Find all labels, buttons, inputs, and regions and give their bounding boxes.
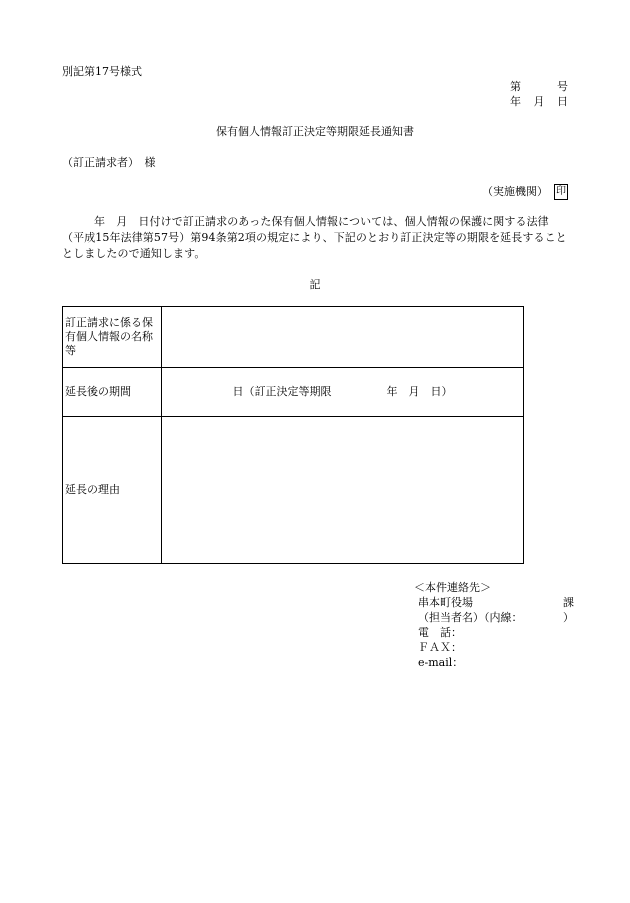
table-row	[63, 368, 524, 417]
row-label-period: 延長後の期間	[63, 368, 162, 417]
contact-office	[414, 595, 574, 610]
table-row	[63, 417, 524, 564]
date-year: 年	[510, 95, 521, 108]
ki-heading: 記	[309, 278, 321, 291]
body-paragraph: 年 月 日付けで訂正請求のあった保有個人情報については、個人情報の保護に関する法律（平成15年法律第57号）第94条第2項の規定により、下記のとおり訂正決定等の期限を延長することとしましたので通知します。	[62, 215, 567, 260]
row-value-info-name	[162, 307, 524, 368]
contact-person-close: ）	[563, 611, 574, 624]
document-date	[510, 95, 568, 109]
number-label-prefix: 第	[510, 80, 521, 93]
contact-person	[414, 610, 574, 625]
row-value-period: 日（訂正決定等期限 年 月 日）	[162, 368, 524, 417]
contact-person-label: （担当者名）（内線：	[418, 611, 523, 624]
contact-block	[414, 580, 574, 670]
contact-email	[414, 655, 574, 670]
contact-phone-label: 電 話：	[418, 626, 462, 639]
row-value-reason	[162, 417, 524, 564]
contact-email-label: e-mail：	[418, 656, 464, 669]
contact-heading-text: ＜本件連絡先＞	[414, 581, 491, 594]
form-id: 別記第17号様式	[62, 65, 142, 78]
date-day: 日	[557, 95, 568, 108]
row-label-info-name: 訂正請求に係る保有個人情報の名称等	[63, 307, 162, 368]
contact-section: 課	[563, 596, 574, 609]
contact-heading	[414, 580, 574, 595]
contact-fax-label: ＦＡＸ：	[418, 641, 462, 654]
contact-office-name: 串本町役場	[418, 596, 473, 609]
seal-mark: 印	[554, 184, 568, 200]
contact-fax	[414, 640, 574, 655]
contact-phone	[414, 625, 574, 640]
detail-table	[62, 306, 524, 564]
row-label-reason: 延長の理由	[63, 417, 162, 564]
date-month: 月	[533, 95, 545, 108]
document-title: 保有個人情報訂正決定等期限延長通知書	[216, 125, 414, 138]
addressee: （訂正請求者） 様	[62, 156, 156, 169]
issuer-label: （実施機関）	[482, 185, 548, 198]
number-label-suffix: 号	[557, 80, 568, 93]
issuer	[482, 184, 568, 200]
document-number	[510, 80, 568, 94]
table-row	[63, 307, 524, 368]
